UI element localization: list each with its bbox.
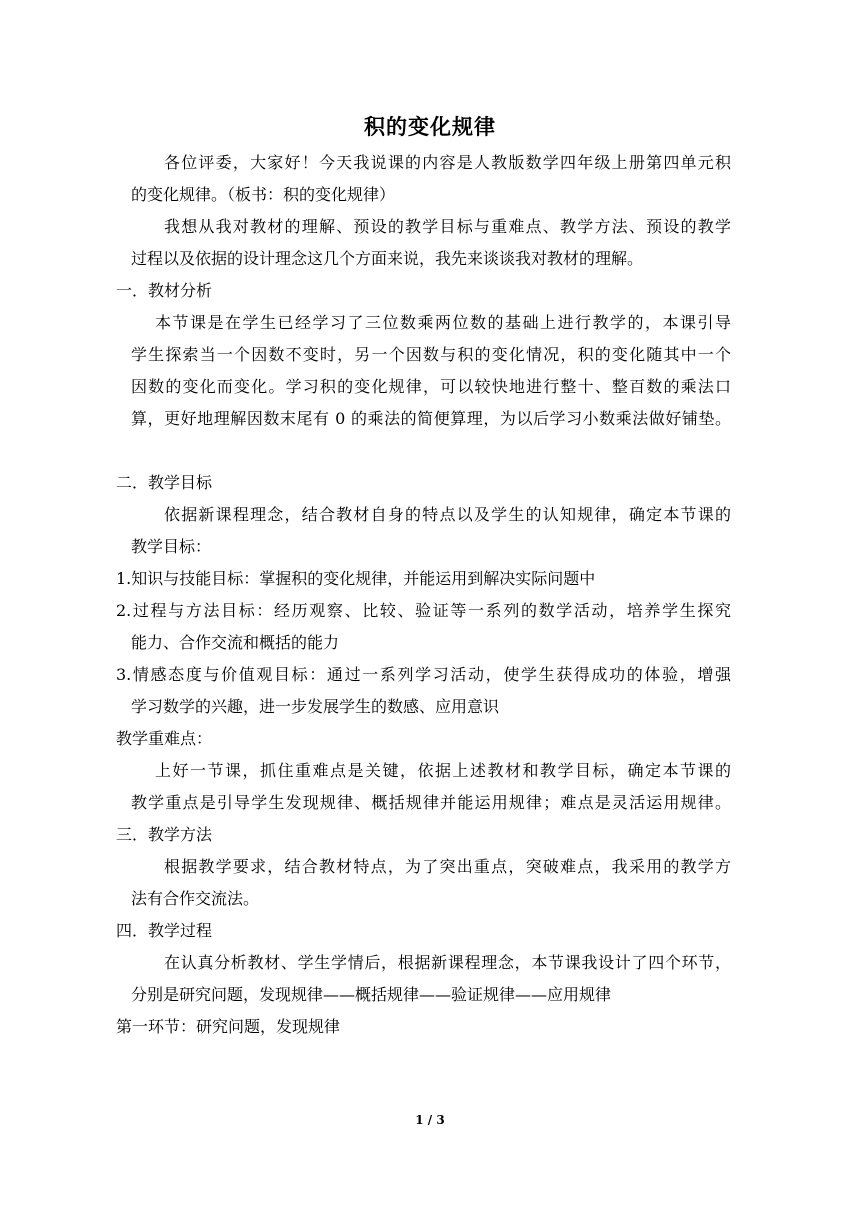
paragraph-line: 学生探索当一个因数不变时，另一个因数与积的变化情况，积的变化随其中一个: [131, 345, 731, 364]
paragraph-line: 根据教学要求，结合教材特点，为了突出重点，突破难点，我采用的教学方: [164, 857, 731, 876]
section-heading: 四．教学过程: [116, 921, 213, 940]
paragraph-line: 的变化规律。（板书：积的变化规律）: [131, 185, 396, 204]
paragraph-line: 算，更好地理解因数末尾有 0 的乘法的简便算理，为以后学习小数乘法做好铺垫。: [131, 409, 731, 428]
section-heading: 一．教材分析: [116, 281, 213, 300]
list-item: 2.过程与方法目标：经历观察、比较、验证等一系列的数学活动，培养学生探究: [116, 601, 731, 620]
list-item-continuation: 学习数学的兴趣，进一步发展学生的数感、应用意识: [131, 697, 500, 716]
paragraph-line: 上好一节课，抓住重难点是关键，依据上述教材和教学目标，确定本节课的: [155, 761, 731, 780]
paragraph-line: 本节课是在学生已经学习了三位数乘两位数的基础上进行教学的，本课引导: [155, 313, 731, 332]
document-body: [116, 147, 731, 1043]
paragraph-line: 法有合作交流法。: [131, 889, 260, 908]
paragraph-line: 我想从我对教材的理解、预设的教学目标与重难点、教学方法、预设的教学: [164, 217, 731, 236]
paragraph-line: 过程以及依据的设计理念这几个方面来说，我先来谈谈我对教材的理解。: [131, 249, 644, 268]
list-item-continuation: 能力、合作交流和概括的能力: [131, 633, 340, 652]
subheading: 教学重难点：: [116, 729, 213, 748]
list-item: 3.情感态度与价值观目标：通过一系列学习活动，使学生获得成功的体验，增强: [116, 665, 731, 684]
subheading: 第一环节：研究问题，发现规律: [116, 1017, 341, 1036]
document-title: 积的变化规律: [364, 114, 496, 139]
page-number: 1 / 3: [415, 1113, 445, 1127]
blank-line: [131, 435, 731, 467]
paragraph-line: 分别是研究问题，发现规律——概括规律——验证规律——应用规律: [131, 985, 612, 1004]
section-heading: 二．教学目标: [116, 473, 213, 492]
paragraph-line: 教学目标：: [131, 537, 212, 556]
section-heading: 三．教学方法: [116, 825, 213, 844]
paragraph-line: 依据新课程理念，结合教材自身的特点以及学生的认知规律，确定本节课的: [164, 505, 731, 524]
paragraph-line: 因数的变化而变化。学习积的变化规律，可以较快地进行整十、整百数的乘法口: [131, 377, 731, 396]
list-item: 1.知识与技能目标：掌握积的变化规律，并能运用到解决实际问题中: [116, 569, 596, 588]
paragraph-line: 各位评委，大家好！今天我说课的内容是人教版数学四年级上册第四单元积: [164, 153, 731, 172]
paragraph-line: 教学重点是引导学生发现规律、概括规律并能运用规律；难点是灵活运用规律。: [131, 793, 731, 812]
paragraph-line: 在认真分析教材、学生学情后，根据新课程理念，本节课我设计了四个环节，: [164, 953, 731, 972]
